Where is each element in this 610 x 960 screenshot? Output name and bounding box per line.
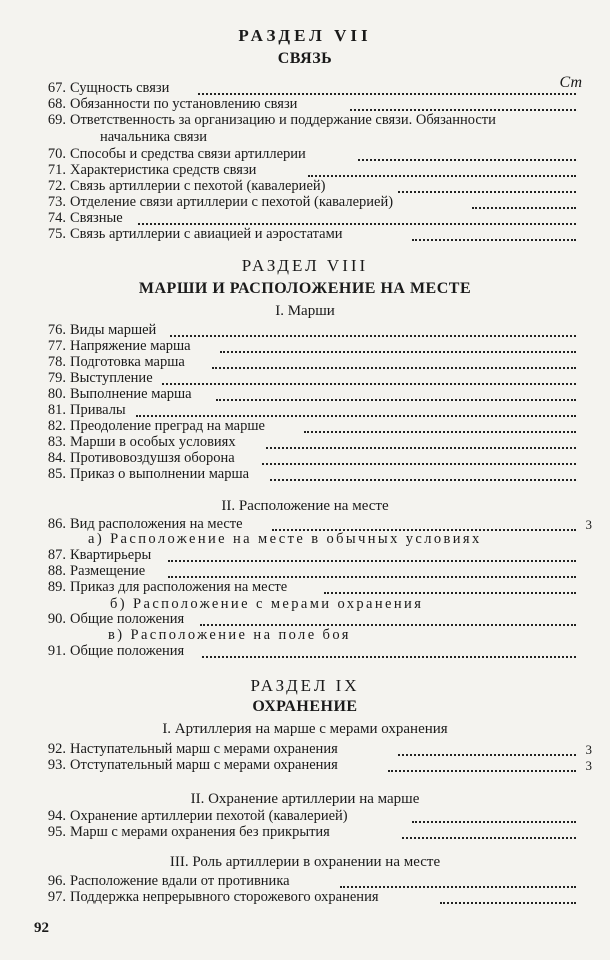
entry-title: Характеристика средств связи	[70, 162, 257, 178]
toc-entry[interactable]	[40, 466, 592, 483]
entry-number: 85.	[47, 466, 66, 482]
entry-title: Наступательный марш с мерами охранения	[70, 741, 338, 757]
entry-number: 83.	[47, 434, 66, 450]
page-ref: 3	[585, 742, 592, 757]
entry-title: Приказ о выполнении марша	[70, 466, 250, 482]
dot-leader	[304, 427, 576, 433]
toc-entry[interactable]	[40, 162, 592, 179]
entry-title: Обязанности по установлению связи	[70, 96, 298, 112]
toc-entry[interactable]	[40, 547, 592, 564]
entry-title: Общие положения	[70, 643, 185, 659]
entry-title: Виды маршей	[70, 322, 157, 338]
entry-number: 72.	[47, 178, 66, 194]
dot-leader	[262, 459, 576, 465]
page-ref: 3	[585, 758, 592, 773]
section-9-heading-1: I. Артиллерия на марше с мерами охранения	[162, 721, 448, 737]
entry-number: 67.	[47, 80, 66, 96]
subsection-b: б) Расположение с мерами охранения	[110, 596, 424, 612]
toc-entry[interactable]	[40, 112, 592, 146]
dot-leader	[440, 898, 576, 904]
dot-leader	[412, 235, 576, 241]
entry-title: Ответственность за организацию и поддержание связи. Обязанности	[70, 112, 496, 128]
dot-leader	[270, 475, 576, 481]
entry-number: 89.	[47, 579, 66, 595]
entry-number: 79.	[47, 370, 66, 386]
entry-number: 95.	[47, 824, 66, 840]
toc-entry[interactable]	[40, 757, 592, 774]
entry-title: Выступление	[70, 370, 153, 386]
entry-number: 92.	[47, 741, 66, 757]
entry-number: 84.	[47, 450, 66, 466]
entry-title: Отступательный марш с мерами охранения	[70, 757, 338, 773]
toc-entry[interactable]	[40, 873, 592, 890]
entry-number: 90.	[47, 611, 66, 627]
dot-leader	[398, 187, 576, 193]
toc-entry[interactable]	[40, 741, 592, 758]
entry-number: 91.	[47, 643, 66, 659]
entry-number: 80.	[47, 386, 66, 402]
dot-leader	[350, 105, 576, 111]
dot-leader	[358, 155, 576, 161]
entry-number: 93.	[47, 757, 66, 773]
entry-title: Выполнение марша	[70, 386, 192, 402]
section-8-heading-quartering: II. Расположение на месте	[221, 498, 389, 514]
toc-entry[interactable]	[40, 808, 592, 825]
toc-entry[interactable]	[40, 434, 592, 451]
page-column-header: Ст	[559, 74, 582, 91]
entry-title: Связные	[70, 210, 123, 226]
entry-number: 87.	[47, 547, 66, 563]
dot-leader	[170, 331, 576, 337]
dot-leader	[216, 395, 576, 401]
dot-leader	[136, 411, 576, 417]
entry-number: 69.	[47, 112, 66, 128]
section-8-title: РАЗДЕЛ VIII	[241, 256, 369, 275]
toc-entry[interactable]	[40, 338, 592, 355]
page-number: 92	[34, 920, 49, 936]
section-8-subtitle: МАРШИ И РАСПОЛОЖЕНИЕ НА МЕСТЕ	[138, 280, 472, 297]
entry-number: 76.	[47, 322, 66, 338]
entry-number: 74.	[47, 210, 66, 226]
entry-title: Общие положения	[70, 611, 185, 627]
entry-number: 81.	[47, 402, 66, 418]
entry-number: 78.	[47, 354, 66, 370]
toc-entry[interactable]	[40, 178, 592, 195]
entry-title: Марши в особых условиях	[70, 434, 236, 450]
entry-title: Отделение связи артиллерии с пехотой (кавалерией)	[70, 194, 394, 210]
entry-number: 97.	[47, 889, 66, 905]
section-8-heading-marches: I. Марши	[275, 303, 335, 319]
toc-entry[interactable]	[40, 563, 592, 580]
toc-entry[interactable]	[40, 194, 592, 211]
dot-leader	[472, 203, 576, 209]
toc-entry[interactable]	[40, 611, 592, 628]
section-9-heading-3: III. Роль артиллерии в охранении на месте	[169, 854, 441, 870]
dot-leader	[398, 750, 576, 756]
dot-leader	[402, 833, 576, 839]
dot-leader	[212, 363, 576, 369]
entry-number: 94.	[47, 808, 66, 824]
section-9-heading-2: II. Охранение артиллерии на марше	[190, 791, 420, 807]
toc-entry[interactable]	[40, 418, 592, 435]
toc-entry[interactable]	[40, 322, 592, 339]
entry-title: Привалы	[70, 402, 126, 418]
dot-leader	[388, 766, 576, 772]
entry-title: Расположение вдали от противника	[70, 873, 290, 889]
entry-number: 86.	[47, 516, 66, 532]
entry-title: Поддержка непрерывного сторожевого охранения	[70, 889, 379, 905]
section-7-subtitle: СВЯЗЬ	[277, 50, 333, 67]
toc-entry[interactable]	[40, 80, 592, 97]
dot-leader	[340, 882, 576, 888]
dot-leader	[308, 171, 576, 177]
toc-entry[interactable]	[40, 450, 592, 467]
dot-leader	[324, 588, 576, 594]
dot-leader	[138, 219, 576, 225]
entry-title: Вид расположения на месте	[70, 516, 243, 532]
entry-title: Связь артиллерии с авиацией и аэростатами	[70, 226, 343, 242]
dot-leader	[200, 620, 576, 626]
entry-title: Приказ для расположения на месте	[70, 579, 288, 595]
dot-leader	[202, 652, 576, 658]
toc-entry[interactable]	[40, 579, 592, 596]
subsection-a: а) Расположение на месте в обычных условиях	[88, 531, 482, 547]
entry-number: 73.	[47, 194, 66, 210]
dot-leader	[198, 89, 576, 95]
subsection-c: в) Расположение на поле боя	[108, 627, 351, 643]
entry-number: 77.	[47, 338, 66, 354]
entry-number: 82.	[47, 418, 66, 434]
toc-entry[interactable]	[40, 889, 592, 906]
dot-leader	[168, 556, 576, 562]
toc-entry[interactable]	[40, 386, 592, 403]
toc-entry[interactable]	[40, 146, 592, 163]
toc-entry[interactable]	[40, 210, 592, 227]
entry-title: Охранение артиллерии пехотой (кавалерией)	[70, 808, 348, 824]
entry-title: Подготовка марша	[70, 354, 185, 370]
entry-title: Преодоление преград на марше	[70, 418, 265, 434]
page-ref: 3	[585, 517, 592, 532]
entry-number: 75.	[47, 226, 66, 242]
entry-number: 68.	[47, 96, 66, 112]
entry-title: Противовоздушзя оборона	[70, 450, 235, 466]
dot-leader	[168, 572, 576, 578]
section-9-subtitle: ОХРАНЕНИЕ	[252, 698, 358, 715]
dot-leader	[266, 443, 576, 449]
toc-entry[interactable]	[40, 643, 592, 660]
toc-entry[interactable]	[40, 370, 592, 387]
toc-entry[interactable]	[40, 354, 592, 371]
entry-number: 96.	[47, 873, 66, 889]
entry-title: Напряжение марша	[70, 338, 191, 354]
toc-entry[interactable]	[40, 226, 592, 243]
entry-number: 71.	[47, 162, 66, 178]
dot-leader	[162, 379, 576, 385]
section-7-title: РАЗДЕЛ VII	[238, 26, 372, 45]
entry-title: Размещение	[70, 563, 146, 579]
toc-entry[interactable]	[40, 824, 592, 841]
entry-title: Сущность связи	[70, 80, 170, 96]
entry-title-continuation: начальника связи	[100, 129, 207, 145]
dot-leader	[412, 817, 576, 823]
entry-title: Связь артиллерии с пехотой (кавалерией)	[70, 178, 326, 194]
toc-entry[interactable]	[40, 96, 592, 113]
dot-leader	[220, 347, 576, 353]
entry-number: 70.	[47, 146, 66, 162]
entry-number: 88.	[47, 563, 66, 579]
entry-title: Марш с мерами охранения без прикрытия	[70, 824, 330, 840]
toc-entry[interactable]	[40, 402, 592, 419]
entry-title: Квартирьеры	[70, 547, 152, 563]
entry-title: Способы и средства связи артиллерии	[70, 146, 306, 162]
section-9-title: РАЗДЕЛ IX	[250, 676, 360, 695]
